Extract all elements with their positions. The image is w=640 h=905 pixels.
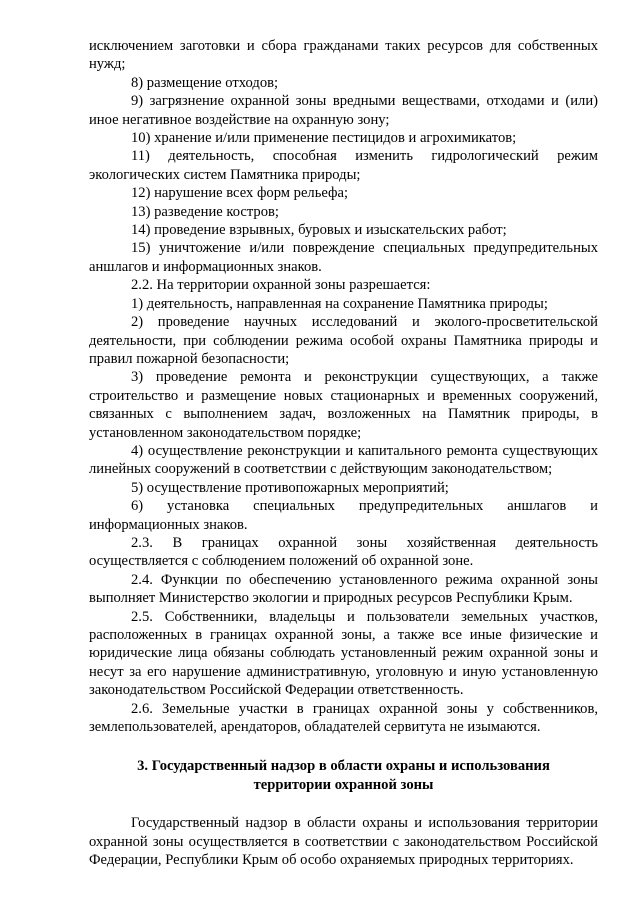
allowed-item-4: 4) осуществление реконструкции и капитального ремонта существующих линейных сооружений в соответствии с действующим законодательством; (89, 442, 598, 478)
allowed-item-6: 6) установка специальных предупредительных аншлагов и информационных знаков. (89, 498, 598, 533)
clause-2-5: 2.5. Собственники, владельцы и пользователи земельных участков, расположенных в границах охранной зоны, а также все иные физические и юридические лица обязаны соблюдать установленный режим охранной зоны и несут за его нарушение административную, уголовную и иную установленную законодательством Российской Федерации ответственность. (89, 608, 598, 699)
allowed-item-2: 2) проведение научных исследований и эколого-просветительской деятельности, при соблюдении режима особой охраны Памятника природы и правил пожарной безопасности; (89, 314, 598, 367)
section-3-body: Государственный надзор в области охраны и использования территории охранной зоны осуществляется в соответствии с законодательством Российской Федерации, Республики Крым об особо охраняемых природных территориях. (89, 815, 598, 869)
section-3-heading (89, 757, 598, 794)
list-item-13: 13) разведение костров; (131, 203, 279, 220)
clause-2-6: 2.6. Земельные участки в границах охранной зоны у собственников, землепользователей, арендаторов, обладателей сервитута не изымаются. (89, 700, 598, 736)
section-3-heading-line-2: территории охранной зоны (253, 776, 434, 793)
list-item-8: 8) размещение отходов; (131, 74, 279, 91)
clause-2-4: 2.4. Функции по обеспечению установленного режима охранной зоны выполняет Министерство экологии и природных ресурсов Республики Крым. (89, 571, 598, 607)
section-2-body (89, 37, 598, 736)
allowed-item-1: 1) деятельность, направленная на сохранение Памятника природы; (131, 295, 548, 312)
list-item-12: 12) нарушение всех форм рельефа; (131, 185, 349, 202)
section-3-heading-line-1: 3. Государственный надзор в области охраны и использования (137, 758, 550, 775)
list-item-9: 9) загрязнение охранной зоны вредными веществами, отходами и (или) иное негативное воздействие на охранную зону; (89, 93, 598, 128)
list-item-10: 10) хранение и/или применение пестицидов и агрохимикатов; (131, 130, 517, 147)
clause-2-2: 2.2. На территории охранной зоны разрешается: (131, 277, 431, 294)
list-item-14: 14) проведение взрывных, буровых и изыскательских работ; (131, 222, 507, 239)
clause-2-3: 2.3. В границах охранной зоны хозяйственная деятельность осуществляется с соблюдением положений об охранной зоне. (89, 534, 598, 570)
list-item-11: 11) деятельность, способная изменить гидрологический режим экологических систем Памятника природы; (89, 148, 598, 183)
allowed-item-3: 3) проведение ремонта и реконструкции существующих, а также строительство и размещение новых стационарных и временных сооружений, связанных с выполнением задач, возложенных на Памятник природы, в установленном законодательством порядке; (89, 369, 598, 441)
allowed-item-5: 5) осуществление противопожарных мероприятий; (131, 479, 449, 496)
list-item-15: 15) уничтожение и/или повреждение специальных предупредительных аншлагов и информационных знаков. (89, 240, 598, 275)
paragraph-continuation: исключением заготовки и сбора гражданами таких ресурсов для собственных нужд; (89, 38, 598, 73)
